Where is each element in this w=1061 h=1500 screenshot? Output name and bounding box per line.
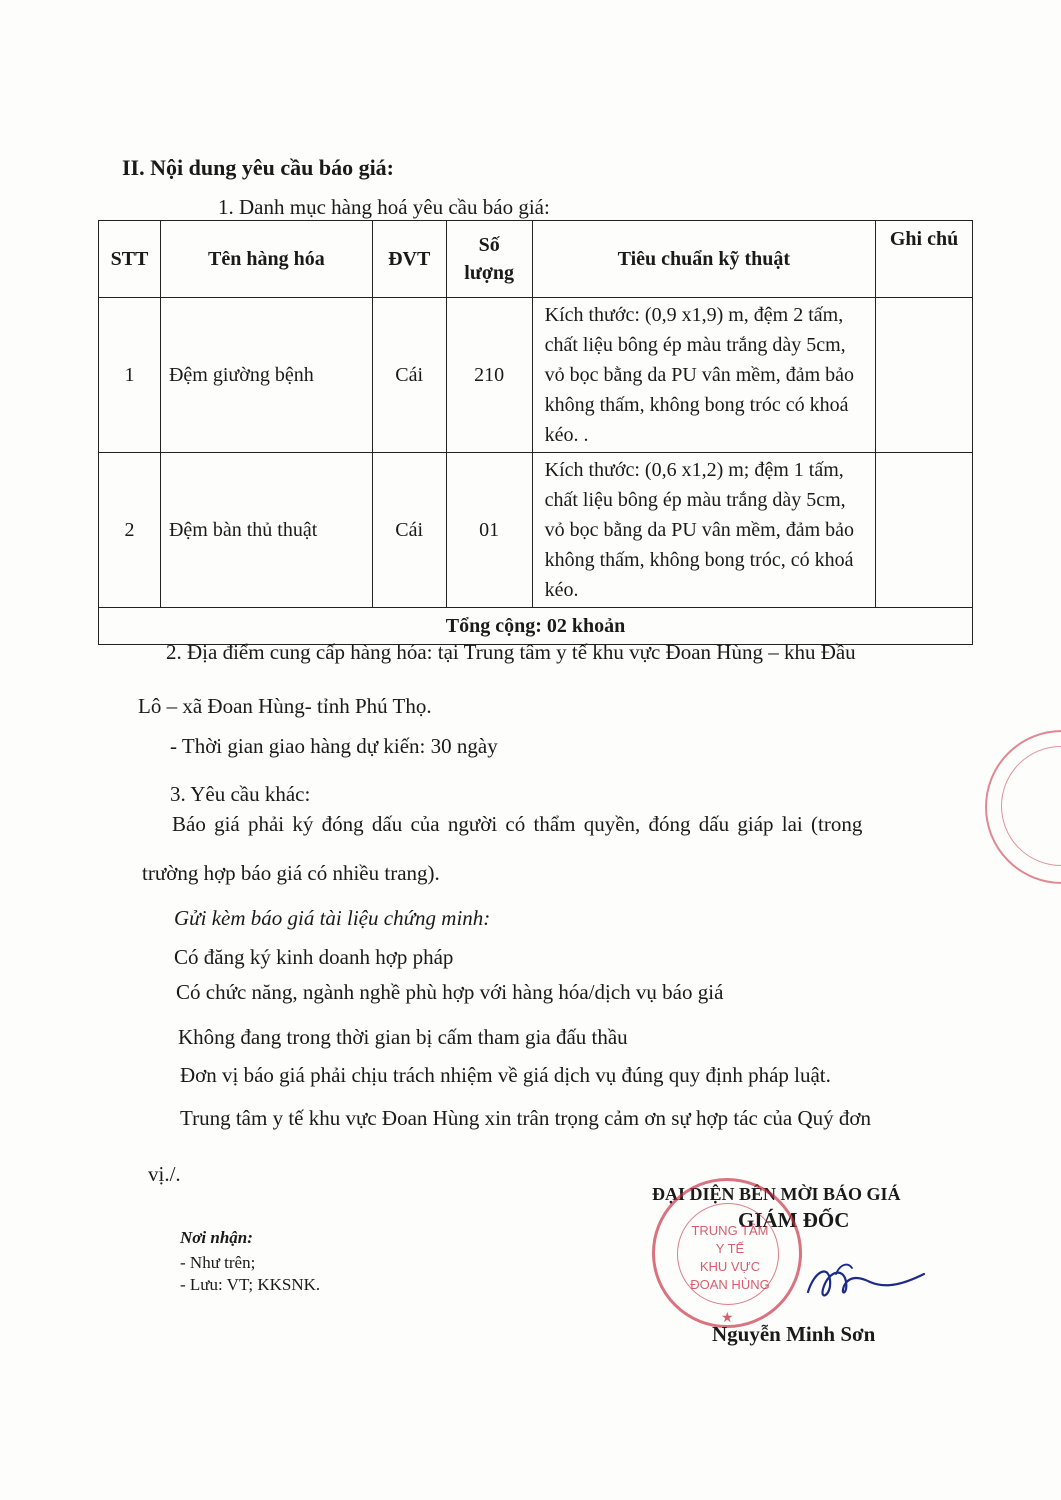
table-total: Tổng cộng: 02 khoản: [99, 608, 973, 645]
cell-stt: 2: [99, 453, 161, 608]
stamp-line-2: Y TẾ: [715, 1241, 745, 1256]
attachment-2: Có chức năng, ngành nghề phù hợp với hàng hóa/dịch vụ báo giá: [176, 980, 724, 1004]
attachments-title: Gửi kèm báo giá tài liệu chứng minh:: [174, 906, 491, 930]
thanks-line-2: vị./.: [148, 1162, 181, 1186]
cell-note: [876, 453, 973, 608]
table-row: [99, 298, 973, 453]
location-line-1: 2. Địa điểm cung cấp hàng hóa: tại Trung tâm y tế khu vực Đoan Hùng – khu Đầu: [166, 640, 856, 664]
attachment-4: Đơn vị báo giá phải chịu trách nhiệm về giá dịch vụ đúng quy định pháp luật.: [180, 1063, 831, 1087]
table-row: [99, 453, 973, 608]
recipient-1: - Như trên;: [180, 1253, 256, 1272]
signing-requirement-1: Báo giá phải ký đóng dấu của người có thẩm quyền, đóng dấu giáp lai (trong: [172, 812, 863, 836]
cell-name: Đệm bàn thủ thuật: [160, 453, 372, 608]
signer-position: GIÁM ĐỐC: [738, 1208, 850, 1232]
goods-list-heading: 1. Danh mục hàng hoá yêu cầu báo giá:: [218, 195, 550, 219]
signature-icon: [800, 1252, 930, 1312]
other-requirements: 3. Yêu cầu khác:: [170, 782, 311, 806]
cell-note: [876, 298, 973, 453]
header-qty-line1: Số: [478, 234, 500, 256]
header-name: Tên hàng hóa: [160, 221, 372, 298]
cell-qty: 01: [446, 453, 532, 608]
signer-role: ĐẠI DIỆN BÊN MỜI BÁO GIÁ: [652, 1184, 901, 1204]
header-qty: [446, 221, 532, 298]
section-title: II. Nội dung yêu cầu báo giá:: [122, 155, 395, 180]
cell-unit: Cái: [372, 453, 446, 608]
table-header-row: [99, 221, 973, 298]
stamp-line-3: KHU VỰC: [699, 1259, 761, 1274]
stamp-line-1: TRUNG TÂM: [691, 1223, 769, 1238]
table-total-row: [99, 608, 973, 645]
official-stamp: [652, 1178, 802, 1328]
header-qty-line2: lượng: [464, 262, 515, 284]
cell-spec: Kích thước: (0,6 x1,2) m; đệm 1 tấm, chất liệu bông ép màu trắng dày 5cm, vỏ bọc bằng da PU vân mềm, đảm bảo không thấm, không bong tróc, có khoá kéo.: [532, 453, 875, 608]
signer-name: Nguyễn Minh Sơn: [712, 1322, 876, 1346]
location-line-2: Lô – xã Đoan Hùng- tỉnh Phú Thọ.: [138, 694, 432, 718]
attachment-1: Có đăng ký kinh doanh hợp pháp: [174, 945, 454, 969]
header-stt: STT: [99, 221, 161, 298]
thanks-line-1: Trung tâm y tế khu vực Đoan Hùng xin trân trọng cảm ơn sự hợp tác của Quý đơn: [180, 1106, 872, 1130]
overlap-seal-icon: [985, 730, 1061, 884]
cell-unit: Cái: [372, 298, 446, 453]
header-spec: Tiêu chuẩn kỹ thuật: [532, 221, 875, 298]
cell-qty: 210: [446, 298, 532, 453]
cell-spec: Kích thước: (0,9 x1,9) m, đệm 2 tấm, chất liệu bông ép màu trắng dày 5cm, vỏ bọc bằng da PU vân mềm, đảm bảo không thấm, không bong tróc có khoá kéo. .: [532, 298, 875, 453]
delivery-time: - Thời gian giao hàng dự kiến: 30 ngày: [170, 734, 498, 758]
stamp-line-4: ĐOAN HÙNG: [690, 1277, 770, 1292]
goods-table: [98, 220, 973, 645]
cell-stt: 1: [99, 298, 161, 453]
signing-requirement-2: trường hợp báo giá có nhiều trang).: [142, 861, 440, 885]
recipients-title: Nơi nhận:: [180, 1228, 253, 1247]
header-unit: ĐVT: [372, 221, 446, 298]
cell-name: Đệm giường bệnh: [160, 298, 372, 453]
attachment-3: Không đang trong thời gian bị cấm tham gia đấu thầu: [178, 1025, 628, 1049]
recipient-2: - Lưu: VT; KKSNK.: [180, 1275, 321, 1294]
star-icon: ★: [721, 1309, 734, 1325]
header-note: Ghi chú: [876, 221, 973, 298]
